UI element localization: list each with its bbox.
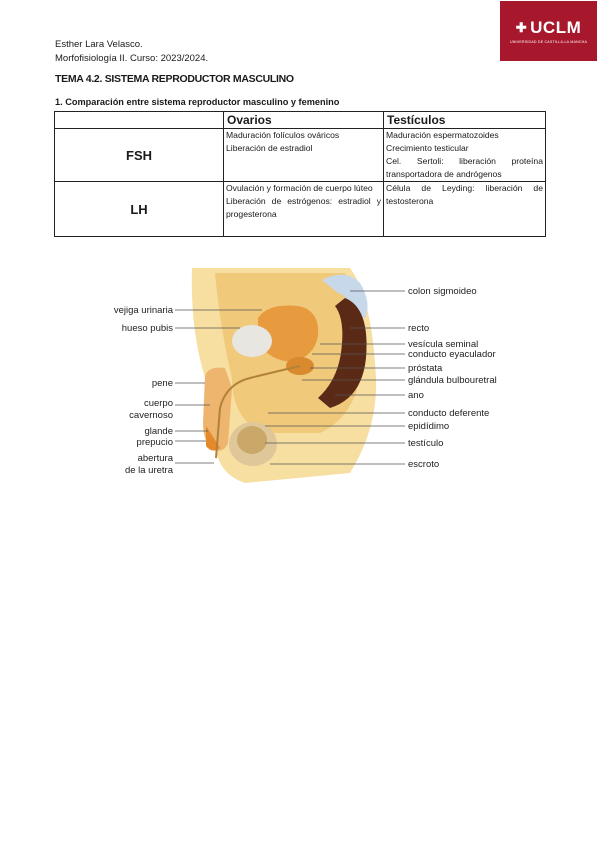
ovarios-cell: [224, 182, 384, 237]
cell-line: Liberación de estrógenos: estradiol y progesterona: [226, 196, 381, 219]
table-header-row: [55, 112, 546, 129]
cell-line: Maduración folículos ováricos: [226, 130, 340, 140]
logo-text: UCLM: [530, 18, 582, 37]
header-testiculos: Testículos: [384, 112, 546, 129]
label-uretra: de la uretra: [124, 465, 173, 476]
label-escroto: escroto: [408, 459, 440, 470]
label-glande: glande: [144, 426, 173, 437]
section-title: 1. Comparación entre sistema reproductor masculino y femenino: [55, 97, 340, 107]
hormone-cell: FSH: [55, 129, 224, 182]
ovarios-cell: [224, 129, 384, 182]
cell-line: Cel. Sertoli: liberación proteína transportadora de andrógenos: [386, 156, 543, 179]
cell-line: Crecimiento testicular: [386, 143, 469, 153]
label-abertura: abertura: [137, 453, 173, 464]
label-epididimo: epidídimo: [408, 421, 450, 432]
comparison-table: [54, 111, 546, 237]
testiculos-cell: [384, 182, 546, 237]
page-title: TEMA 4.2. SISTEMA REPRODUCTOR MASCULINO: [55, 73, 294, 85]
document-header: [55, 38, 208, 66]
label-glandula: glándula bulbouretral: [408, 375, 497, 386]
label-prepucio: prepucio: [136, 437, 173, 448]
cell-line: Ovulación y formación de cuerpo lúteo: [226, 183, 373, 193]
label-conducto-deferente: conducto deferente: [408, 408, 490, 419]
label-vesicula: vesícula seminal: [408, 339, 479, 350]
uclm-logo: [500, 1, 597, 61]
cell-line: Maduración espermatozoides: [386, 130, 499, 140]
course-info: Morfofisiología II. Curso: 2023/2024.: [55, 53, 209, 64]
label-vejiga: vejiga urinaria: [113, 305, 173, 316]
label-colon: colon sigmoideo: [408, 286, 477, 297]
author-name: Esther Lara Velasco.: [55, 39, 143, 50]
label-cuerpo: cuerpo: [143, 398, 173, 409]
label-ano: ano: [408, 390, 424, 401]
anatomy-diagram: [0, 258, 599, 488]
label-testiculo: testículo: [408, 438, 444, 449]
pubic-bone-shape: [232, 325, 272, 357]
testiculos-cell: [384, 129, 546, 182]
label-conducto-eyaculador: conducto eyaculador: [408, 349, 496, 360]
testis-shape: [237, 426, 267, 454]
cross-icon: ✚: [515, 20, 528, 35]
logo-subtitle: UNIVERSIDAD DE CASTILLA-LA MANCHA: [509, 40, 588, 44]
label-hueso-pubis: hueso pubis: [121, 323, 173, 334]
table-row: [55, 182, 546, 237]
label-prostata: próstata: [408, 363, 443, 374]
label-pene: pene: [151, 378, 173, 389]
label-cavernoso: cavernoso: [129, 410, 173, 421]
header-ovarios: Ovarios: [224, 112, 384, 129]
cell-line: Célula de Leyding: liberación de testosterona: [386, 183, 543, 206]
label-recto: recto: [408, 323, 430, 334]
table-row: [55, 129, 546, 182]
cell-line: Liberación de estradiol: [226, 143, 313, 153]
header-empty: [55, 112, 224, 129]
hormone-cell: LH: [55, 182, 224, 237]
